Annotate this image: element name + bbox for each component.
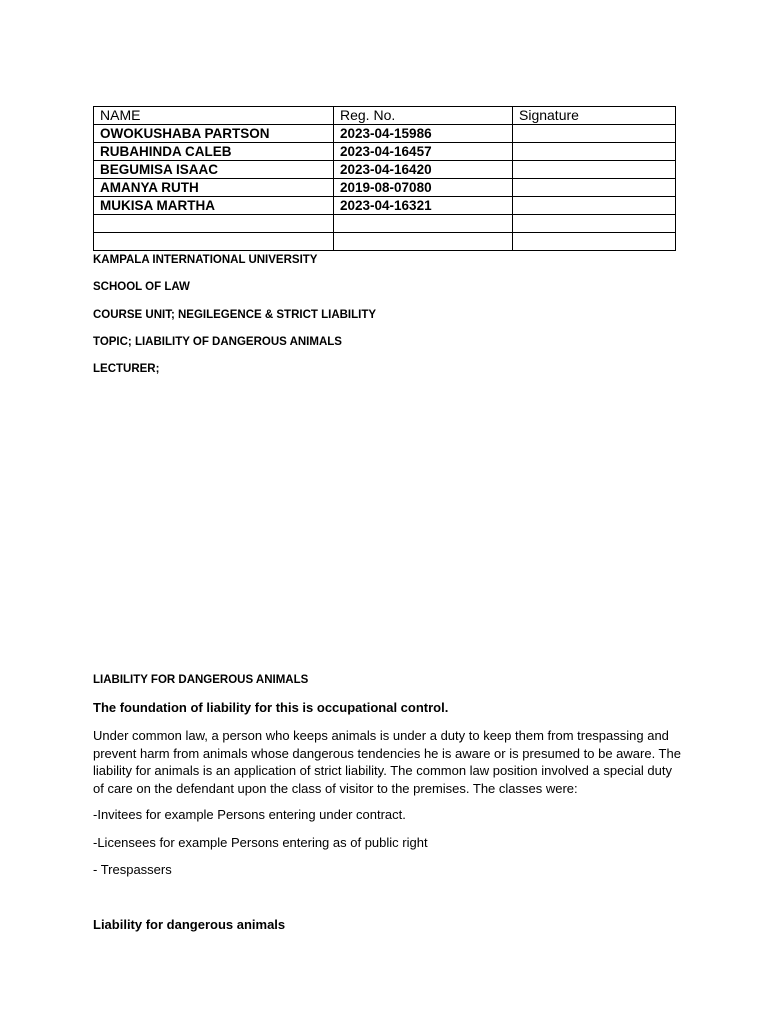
member-name: BEGUMISA ISAAC — [94, 161, 334, 179]
section-title: LIABILITY FOR DANGEROUS ANIMALS — [93, 674, 309, 686]
member-signature — [513, 233, 676, 251]
table-row — [94, 161, 676, 179]
lead-sentence: The foundation of liability for this is occupational control. — [93, 700, 449, 715]
member-name — [94, 233, 334, 251]
member-reg-no: 2023-04-16321 — [334, 197, 513, 215]
table-row — [94, 197, 676, 215]
table-row — [94, 215, 676, 233]
lecturer: LECTURER; — [93, 363, 160, 375]
member-reg-no — [334, 233, 513, 251]
member-reg-no — [334, 215, 513, 233]
member-reg-no: 2023-04-16457 — [334, 143, 513, 161]
university-name: KAMPALA INTERNATIONAL UNIVERSITY — [93, 254, 318, 266]
subheading: Liability for dangerous animals — [93, 917, 286, 932]
member-name: MUKISA MARTHA — [94, 197, 334, 215]
visitor-class-item: -Invitees for example Persons entering under contract. — [93, 807, 406, 822]
school-name: SCHOOL OF LAW — [93, 281, 190, 293]
table-row — [94, 143, 676, 161]
member-name: AMANYA RUTH — [94, 179, 334, 197]
header-signature: Signature — [513, 107, 676, 125]
member-name: RUBAHINDA CALEB — [94, 143, 334, 161]
member-name — [94, 215, 334, 233]
member-reg-no: 2023-04-16420 — [334, 161, 513, 179]
table-header-row — [94, 107, 676, 125]
member-signature — [513, 143, 676, 161]
table-row — [94, 179, 676, 197]
header-name: NAME — [94, 107, 334, 125]
member-name: OWOKUSHABA PARTSON — [94, 125, 334, 143]
body-paragraph: Under common law, a person who keeps animals is under a duty to keep them from trespassing and prevent harm from animals whose dangerous tendencies he is aware or is presumed to be aware. The liability for animals is an application of strict liability. The common law position involved a special duty of care on the defendant upon the class of visitor to the premises. The classes were: — [93, 728, 681, 796]
member-signature — [513, 215, 676, 233]
table-row — [94, 125, 676, 143]
member-signature — [513, 161, 676, 179]
header-reg-no: Reg. No. — [334, 107, 513, 125]
member-reg-no: 2023-04-15986 — [334, 125, 513, 143]
course-unit: COURSE UNIT; NEGILEGENCE & STRICT LIABILITY — [93, 309, 377, 321]
member-signature — [513, 125, 676, 143]
visitor-class-item: -Licensees for example Persons entering as of public right — [93, 835, 428, 850]
table-row — [94, 233, 676, 251]
visitor-class-item: - Trespassers — [93, 862, 172, 877]
topic: TOPIC; LIABILITY OF DANGEROUS ANIMALS — [93, 336, 342, 348]
members-table — [93, 106, 676, 251]
member-reg-no: 2019-08-07080 — [334, 179, 513, 197]
member-signature — [513, 179, 676, 197]
member-signature — [513, 197, 676, 215]
